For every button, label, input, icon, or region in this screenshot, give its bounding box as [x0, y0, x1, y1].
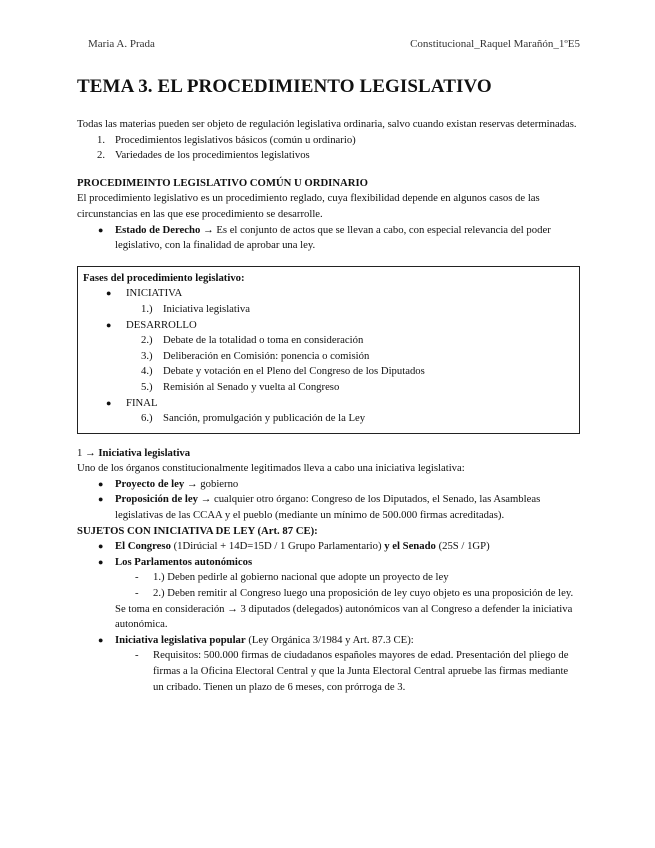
step-text: Debate y votación en el Pleno del Congreso de los Diputados — [163, 365, 425, 378]
step-text: Remisión al Senado y vuelta al Congreso — [163, 380, 340, 393]
phase-stage — [83, 396, 573, 412]
step-number: 2.) — [141, 334, 153, 347]
list-number: 1. — [97, 133, 106, 146]
bullet-icon: ● — [98, 541, 104, 552]
stage-label: FINAL — [126, 396, 158, 409]
list-item — [77, 148, 577, 164]
dash-text: Requisitos: 500.000 firmas de ciudadanos españoles mayores de edad. Presentación del pliego de firmas a la Oficina Electoral Central y que la Junta Electoral Central apruebe las firmas mediante un cribado. Tienen un plazo de 6 meses, con prórroga de 3. — [153, 649, 569, 693]
bullet-item — [77, 477, 577, 493]
phase-step — [83, 302, 573, 318]
step-number: 3.) — [141, 349, 153, 362]
stage-label: DESARROLLO — [126, 318, 197, 331]
bullet-item — [77, 223, 577, 254]
section-heading-iniciativa — [77, 446, 577, 462]
bullet-item — [77, 539, 577, 555]
step-number: 5.) — [141, 380, 153, 393]
intro-text: Todas las materias pueden ser objeto de regulación legislativa ordinaria, salvo cuando existan reservas determinadas. — [77, 118, 577, 130]
bullet-icon: ● — [98, 556, 104, 567]
list-item-text: Procedimientos legislativos básicos (común u ordinario) — [115, 133, 356, 146]
step-number: 6.) — [141, 412, 153, 425]
bullet-text: → Es el conjunto de actos que se llevan a cabo, con especial relevancia del poder legislativo, con la finalidad de aprobar una ley. — [115, 223, 551, 252]
intro-list — [77, 133, 577, 164]
bullet-icon: ● — [106, 397, 112, 408]
phase-step — [83, 364, 573, 380]
dash-marker: - — [135, 571, 139, 584]
dash-text: 2.) Deben remitir al Congreso luego una proposición de ley cuyo objeto es una proposición de ley. — [153, 587, 574, 600]
bullet-text: (25S / 1GP) — [435, 540, 490, 553]
bullet-bold-term: Iniciativa legislativa popular — [115, 633, 246, 646]
phase-stage — [83, 286, 573, 302]
phase-step — [83, 380, 573, 396]
bullet-bold-term: Los Parlamentos autonómicos — [115, 555, 253, 568]
dash-marker: - — [135, 649, 139, 662]
bullet-text: (1Dirúcial + 14D=15D / 1 Grupo Parlamentario) — [170, 540, 385, 553]
note-text: Se toma en consideración → 3 diputados (delegados) autonómicos van al Congreso a defender la iniciativa autonómica. — [115, 602, 573, 631]
bullet-icon: ● — [98, 634, 104, 645]
bullet-text: → gobierno — [184, 477, 239, 490]
bullet-item — [77, 555, 577, 571]
bullet-bold-term: Proposición de ley — [115, 493, 198, 506]
phase-step — [83, 349, 573, 365]
heading-prefix: 1 → — [77, 446, 99, 459]
stage-label: INICIATIVA — [126, 287, 183, 300]
list-item-text: Variedades de los procedimientos legislativos — [115, 149, 310, 162]
dash-marker: - — [135, 587, 139, 600]
bullet-icon: ● — [98, 478, 104, 489]
step-text: Iniciativa legislativa — [163, 302, 250, 315]
step-text: Sanción, promulgación y publicación de la Ley — [163, 412, 366, 425]
bullet-icon: ● — [98, 494, 104, 505]
bullet-item — [77, 633, 577, 649]
section-heading-procedure: PROCEDIMEINTO LEGISLATIVO COMÚN U ORDINARIO — [77, 176, 368, 189]
phases-heading: Fases del procedimiento legislativo: — [83, 271, 245, 284]
bullet-icon: ● — [106, 288, 112, 299]
bullet-text: (Ley Orgánica 3/1984 y Art. 87.3 CE): — [245, 633, 414, 646]
header-course: Constitucional_Raquel Marañón_1ºE5 — [410, 38, 580, 50]
dash-item — [77, 648, 577, 695]
list-item — [77, 133, 577, 149]
heading-bold: Iniciativa legislativa — [98, 446, 191, 459]
bullet-text: → cualquier otro órgano: Congreso de los Diputados, el Senado, las Asambleas legislativas de las CCAA y el pueblo (mediante un mínimo de 500.000 firmas acreditadas). — [115, 493, 541, 522]
procedure-text: El procedimiento legislativo es un procedimiento reglado, cuya flexibilidad depende en algunos casos de las circunstancias en las que ese procedimiento se desarrolle. — [77, 192, 540, 220]
bullet-icon: ● — [98, 224, 104, 235]
iniciativa-text: Uno de los órganos constitucionalmente legitimados lleva a cabo una iniciativa legislativa: — [77, 462, 465, 475]
bullet-icon: ● — [106, 319, 112, 330]
dash-item — [77, 586, 577, 602]
dash-text: 1.) Deben pedirle al gobierno nacional que adopte un proyecto de ley — [153, 571, 449, 584]
step-number: 1.) — [141, 302, 153, 315]
phase-step — [83, 333, 573, 349]
section-heading-sujetos: SUJETOS CON INICIATIVA DE LEY (Art. 87 CE): — [77, 524, 318, 537]
phase-step — [83, 411, 573, 427]
dash-item — [77, 570, 577, 586]
step-text: Debate de la totalidad o toma en consideración — [163, 334, 364, 347]
bullet-bold-term: Proyecto de ley — [115, 477, 185, 490]
header-author: Maria A. Prada — [88, 38, 155, 50]
bullet-bold-term: y el Senado — [384, 540, 436, 553]
step-number: 4.) — [141, 365, 153, 378]
bullet-bold-term: Estado de Derecho — [115, 223, 201, 236]
bullet-bold-term: El Congreso — [115, 540, 171, 553]
page-title: TEMA 3. EL PROCEDIMIENTO LEGISLATIVO — [77, 76, 492, 97]
phase-stage — [83, 318, 573, 334]
list-number: 2. — [97, 149, 106, 162]
phases-box — [77, 266, 580, 434]
bullet-item — [77, 492, 577, 523]
step-text: Deliberación en Comisión: ponencia o comisión — [163, 349, 370, 362]
document-body — [77, 117, 577, 695]
